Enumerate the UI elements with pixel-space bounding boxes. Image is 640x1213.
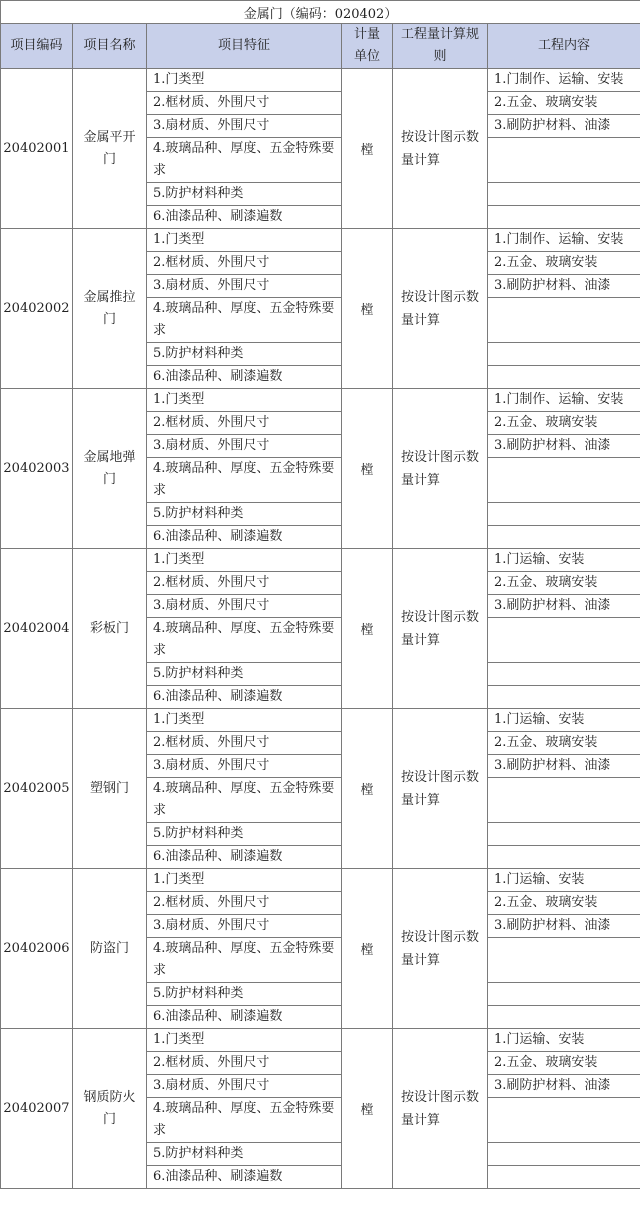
item-rule: 按设计图示数量计算 [393, 869, 488, 1029]
item-feature: 6.油漆品种、刷漆遍数 [147, 526, 342, 549]
item-name: 彩板门 [73, 549, 147, 709]
item-feature: 6.油漆品种、刷漆遍数 [147, 686, 342, 709]
table-row [1, 709, 640, 732]
item-unit: 樘 [342, 229, 393, 389]
item-name: 塑钢门 [73, 709, 147, 869]
item-feature: 2.框材质、外围尺寸 [147, 412, 342, 435]
item-feature: 2.框材质、外围尺寸 [147, 1052, 342, 1075]
table-row [1, 69, 640, 92]
item-rule: 按设计图示数量计算 [393, 69, 488, 229]
item-name: 金属推拉门 [73, 229, 147, 389]
table-title-row [1, 1, 640, 24]
item-work-content [488, 206, 640, 229]
item-work-content: 1.门制作、运输、安装 [488, 69, 640, 92]
item-work-content: 1.门运输、安装 [488, 1029, 640, 1052]
header-features: 项目特征 [147, 24, 342, 69]
item-work-content [488, 503, 640, 526]
item-work-content [488, 298, 640, 343]
item-work-content: 3.刷防护材料、油漆 [488, 115, 640, 138]
item-feature: 1.门类型 [147, 389, 342, 412]
item-rule: 按设计图示数量计算 [393, 549, 488, 709]
item-feature: 2.框材质、外围尺寸 [147, 252, 342, 275]
item-work-content [488, 1006, 640, 1029]
item-code: 20402004 [1, 549, 73, 709]
item-feature: 4.玻璃品种、厚度、五金特殊要求 [147, 778, 342, 823]
item-feature: 2.框材质、外围尺寸 [147, 572, 342, 595]
item-feature: 4.玻璃品种、厚度、五金特殊要求 [147, 618, 342, 663]
item-feature: 3.扇材质、外围尺寸 [147, 915, 342, 938]
item-work-content [488, 686, 640, 709]
item-name: 金属平开门 [73, 69, 147, 229]
table-row [1, 549, 640, 572]
item-work-content: 1.门运输、安装 [488, 869, 640, 892]
item-feature: 5.防护材料种类 [147, 1143, 342, 1166]
item-work-content: 3.刷防护材料、油漆 [488, 1075, 640, 1098]
header-name: 项目名称 [73, 24, 147, 69]
item-feature: 5.防护材料种类 [147, 983, 342, 1006]
item-feature: 1.门类型 [147, 709, 342, 732]
item-feature: 6.油漆品种、刷漆遍数 [147, 366, 342, 389]
item-name: 钢质防火门 [73, 1029, 147, 1189]
item-unit: 樘 [342, 709, 393, 869]
item-feature: 2.框材质、外围尺寸 [147, 732, 342, 755]
item-work-content: 3.刷防护材料、油漆 [488, 915, 640, 938]
item-unit: 樘 [342, 549, 393, 709]
item-feature: 6.油漆品种、刷漆遍数 [147, 846, 342, 869]
item-work-content [488, 1166, 640, 1189]
item-feature: 6.油漆品种、刷漆遍数 [147, 1006, 342, 1029]
item-work-content: 3.刷防护材料、油漆 [488, 435, 640, 458]
item-rule: 按设计图示数量计算 [393, 709, 488, 869]
item-feature: 1.门类型 [147, 69, 342, 92]
header-row [1, 24, 640, 69]
item-code: 20402007 [1, 1029, 73, 1189]
item-feature: 1.门类型 [147, 1029, 342, 1052]
item-work-content [488, 1143, 640, 1166]
item-feature: 3.扇材质、外围尺寸 [147, 595, 342, 618]
item-unit: 樘 [342, 1029, 393, 1189]
item-work-content [488, 138, 640, 183]
table-title: 金属门（编码：020402） [1, 1, 640, 24]
item-feature: 4.玻璃品种、厚度、五金特殊要求 [147, 458, 342, 503]
item-feature: 4.玻璃品种、厚度、五金特殊要求 [147, 1098, 342, 1143]
item-work-content: 2.五金、玻璃安装 [488, 252, 640, 275]
item-work-content: 3.刷防护材料、油漆 [488, 275, 640, 298]
item-feature: 3.扇材质、外围尺寸 [147, 435, 342, 458]
item-rule: 按设计图示数量计算 [393, 229, 488, 389]
item-work-content [488, 983, 640, 1006]
item-work-content: 2.五金、玻璃安装 [488, 572, 640, 595]
table-row [1, 389, 640, 412]
item-code: 20402006 [1, 869, 73, 1029]
item-code: 20402005 [1, 709, 73, 869]
item-feature: 1.门类型 [147, 869, 342, 892]
table-row [1, 869, 640, 892]
item-code: 20402003 [1, 389, 73, 549]
header-content: 工程内容 [488, 24, 640, 69]
item-work-content: 2.五金、玻璃安装 [488, 732, 640, 755]
item-feature: 5.防护材料种类 [147, 343, 342, 366]
item-feature: 3.扇材质、外围尺寸 [147, 755, 342, 778]
item-rule: 按设计图示数量计算 [393, 389, 488, 549]
header-rule: 工程量计算规则 [393, 24, 488, 69]
item-work-content [488, 823, 640, 846]
item-work-content: 1.门制作、运输、安装 [488, 389, 640, 412]
item-feature: 3.扇材质、外围尺寸 [147, 1075, 342, 1098]
table-row [1, 229, 640, 252]
item-feature: 5.防护材料种类 [147, 503, 342, 526]
item-feature: 3.扇材质、外围尺寸 [147, 275, 342, 298]
item-rule: 按设计图示数量计算 [393, 1029, 488, 1189]
item-work-content: 2.五金、玻璃安装 [488, 412, 640, 435]
item-work-content [488, 366, 640, 389]
item-unit: 樘 [342, 389, 393, 549]
item-unit: 樘 [342, 869, 393, 1029]
item-feature: 4.玻璃品种、厚度、五金特殊要求 [147, 138, 342, 183]
item-name: 金属地弹门 [73, 389, 147, 549]
item-feature: 2.框材质、外围尺寸 [147, 92, 342, 115]
item-work-content [488, 1098, 640, 1143]
item-feature: 4.玻璃品种、厚度、五金特殊要求 [147, 938, 342, 983]
item-work-content [488, 618, 640, 663]
item-work-content: 2.五金、玻璃安装 [488, 1052, 640, 1075]
item-unit: 樘 [342, 69, 393, 229]
item-feature: 2.框材质、外围尺寸 [147, 892, 342, 915]
item-work-content: 1.门制作、运输、安装 [488, 229, 640, 252]
table-row [1, 1029, 640, 1052]
item-feature: 1.门类型 [147, 549, 342, 572]
item-work-content: 2.五金、玻璃安装 [488, 92, 640, 115]
item-work-content [488, 938, 640, 983]
item-work-content: 3.刷防护材料、油漆 [488, 595, 640, 618]
header-unit: 计量单位 [342, 24, 393, 69]
item-work-content [488, 526, 640, 549]
item-work-content [488, 663, 640, 686]
item-work-content: 1.门运输、安装 [488, 709, 640, 732]
item-work-content [488, 183, 640, 206]
item-work-content [488, 778, 640, 823]
item-feature: 6.油漆品种、刷漆遍数 [147, 1166, 342, 1189]
item-feature: 5.防护材料种类 [147, 183, 342, 206]
item-feature: 5.防护材料种类 [147, 663, 342, 686]
header-code: 项目编码 [1, 24, 73, 69]
item-work-content: 3.刷防护材料、油漆 [488, 755, 640, 778]
item-work-content [488, 458, 640, 503]
item-feature: 4.玻璃品种、厚度、五金特殊要求 [147, 298, 342, 343]
item-work-content: 2.五金、玻璃安装 [488, 892, 640, 915]
item-name: 防盗门 [73, 869, 147, 1029]
item-feature: 5.防护材料种类 [147, 823, 342, 846]
item-feature: 1.门类型 [147, 229, 342, 252]
item-work-content [488, 846, 640, 869]
item-work-content [488, 343, 640, 366]
item-work-content: 1.门运输、安装 [488, 549, 640, 572]
item-feature: 3.扇材质、外围尺寸 [147, 115, 342, 138]
item-feature: 6.油漆品种、刷漆遍数 [147, 206, 342, 229]
item-code: 20402002 [1, 229, 73, 389]
item-code: 20402001 [1, 69, 73, 229]
